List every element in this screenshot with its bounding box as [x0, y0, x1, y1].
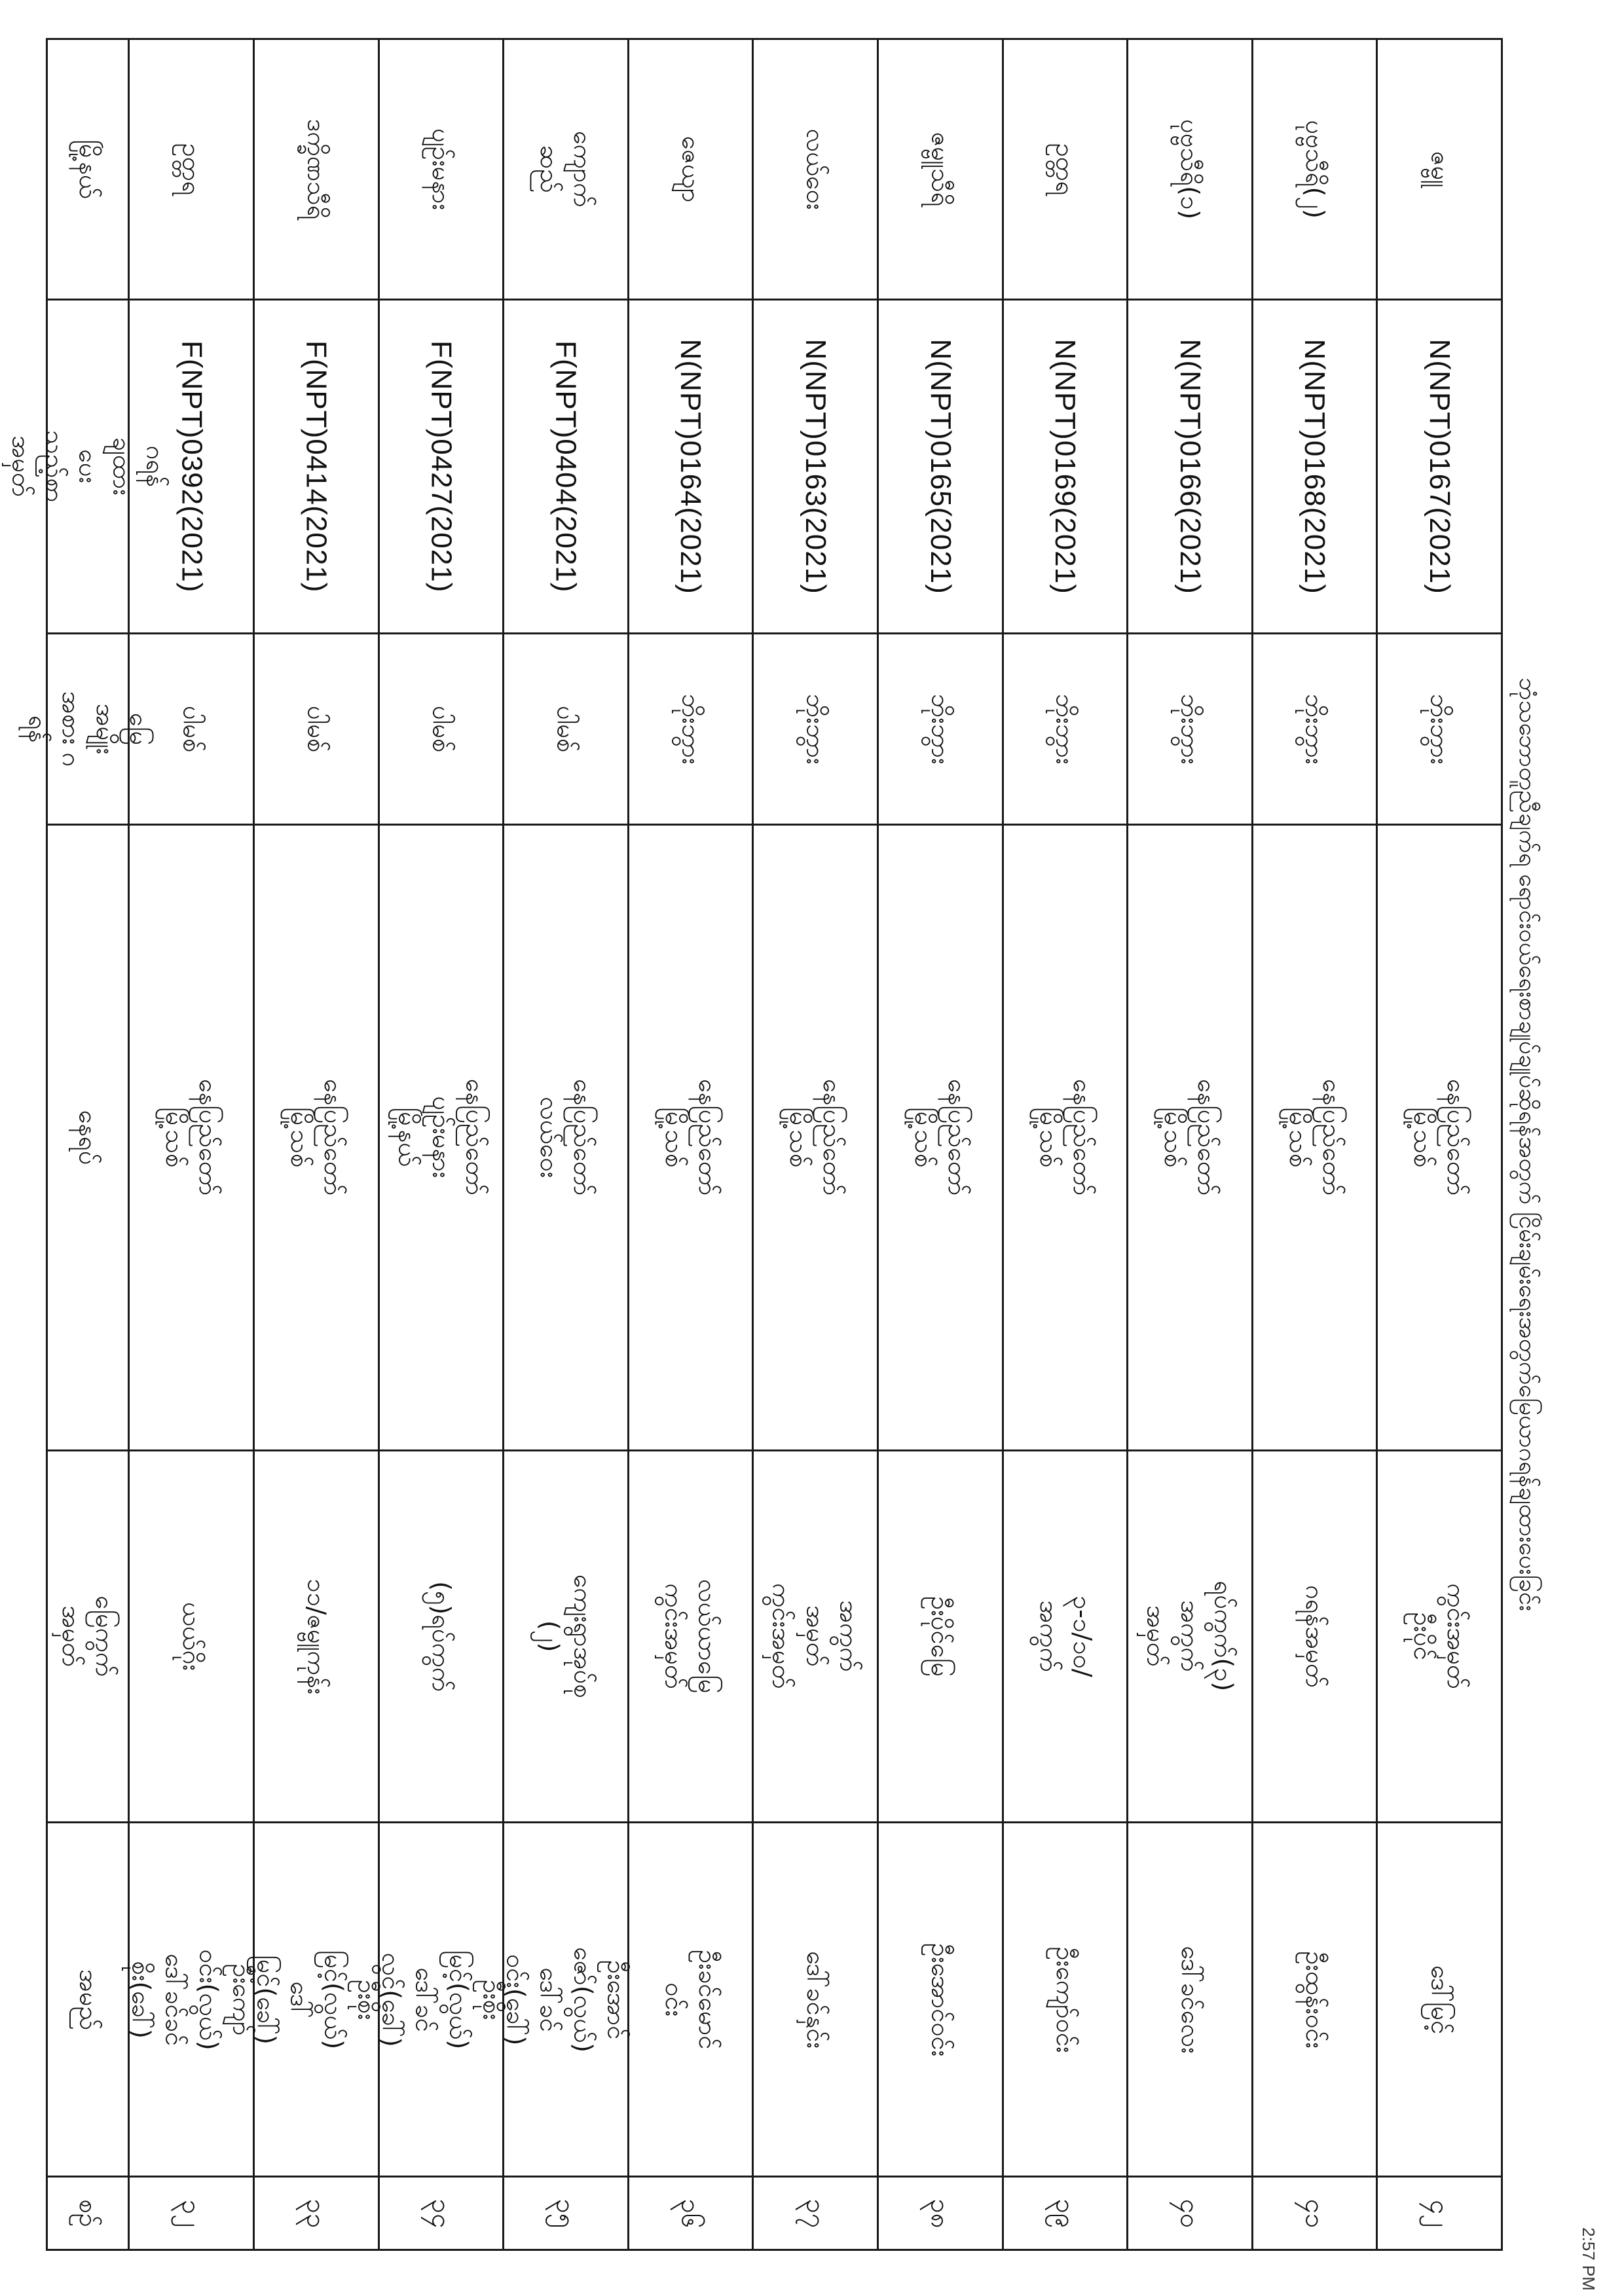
type-cell: ဘိုးဘွား [628, 633, 753, 824]
page-title-text: ဘုံသဘောတူညီချက်ရ ရောင်းဝယ်ရေးစာချုပ်ချုပ်ဆိုရန်အတွက် ငြိမ်းချမ်းရေးအတွက်မြေယာဂရန်ချထားပေးခြင်း [1514, 678, 1541, 1611]
header-address: နေရပ် [47, 824, 129, 1450]
type-cell: ပါမစ် [504, 633, 629, 824]
address-cell: နေပြည်တော်လယ်ဝေး [504, 824, 629, 1450]
plot-cell: ၃-၁/၁၀/အကွက် [1003, 1450, 1128, 1822]
name-cell: ဦးကျော်ဝင်း(လွယ်) ဒေါ်ခင်ခင်စိုး(ခေါ်) [129, 1822, 254, 2177]
address-cell: နေပြည်တော်မြို့သစ် [1128, 824, 1253, 1450]
name-cell: ဦးအောင်ဇော်(လွယ်) ဒေါ်ခင်ဝင်း(ခေါ်) [504, 1822, 629, 2177]
township-cell: ပျဉ်းမနား [378, 39, 504, 300]
township-cell: ဇေယျာ [628, 39, 753, 300]
name-cell: ဦးခင်မောင်ဝင်း [628, 1822, 753, 2177]
no-cell: ၃၄ [378, 2177, 504, 2250]
plot-cell: လယ်ယာမြေ ကွင်းအမှတ် [628, 1450, 753, 1822]
grant-no-cell: N(NPT)0169(2021) [1003, 300, 1128, 634]
type-cell: ဘိုးဘွား [1128, 633, 1253, 824]
address-row [47, 824, 1502, 1450]
address-cell: နေပြည်တော်မြို့သစ် [753, 824, 878, 1450]
type-cell: ဘိုးဘွား [1377, 633, 1502, 824]
plot-cell: အကွက်အမှတ် ကွင်းအမှတ် [753, 1450, 878, 1822]
township-cell: ပုဗ္ဗသီရိ(၂) [1252, 39, 1377, 300]
grant-no-cell: F(NPT)0404(2021) [504, 300, 629, 634]
plot-cell: ဦးပိုင်မြေ [877, 1450, 1003, 1822]
plot-cell: (၅)ရပ်ကွက် [378, 1450, 504, 1822]
no-cell: ၄၂ [1377, 2177, 1502, 2250]
grant-table [7, 38, 1503, 2251]
address-cell: နေပြည်တော်မြို့သစ် [129, 824, 254, 1450]
address-cell: နေပြည်တော် ပျဉ်းမနားမြို့နယ် [378, 824, 504, 1450]
name-cell: ဦးထွန်းဝင်း [1252, 1822, 1377, 2177]
grant-no-cell: N(NPT)0165(2021) [877, 300, 1003, 634]
grant-no-cell: F(NPT)0427(2021) [378, 300, 504, 634]
township-cell: ဇမ္ဗူသီရိ [877, 39, 1003, 300]
township-cell: ဥတ္တရ [129, 39, 254, 300]
no-cell: ၃၂ [129, 2177, 254, 2250]
type-cell: ပါမစ် [129, 633, 254, 824]
township-cell: ပုဗ္ဗသီရိ(၁) [1128, 39, 1253, 300]
plot-cell: ၁၁/ဇမ္ဗူကုန်း [253, 1450, 378, 1822]
plot-cell: ဂရန်အမှတ် [1252, 1450, 1377, 1822]
name-cell: ဦးစိုးမြင့်(လွယ်) ဒေါ်ခင်လွင်(ခေါ်) [378, 1822, 504, 2177]
grant-no-cell: N(NPT)0164(2021) [628, 300, 753, 634]
township-cell: ဒက္ခိဏသီရိ [253, 39, 378, 300]
plot-cell: ယယ်ဂိုး [129, 1450, 254, 1822]
grant-no-cell: N(NPT)0163(2021) [753, 300, 878, 634]
address-cell: နေပြည်တော်မြို့သစ် [1003, 824, 1128, 1450]
grant-no-row [47, 300, 1502, 634]
address-cell: နေပြည်တော်မြို့သစ် [877, 824, 1003, 1450]
name-row [47, 1822, 1502, 2177]
header-plot: မြေကွက်အမှတ် [47, 1450, 129, 1822]
header-name: အမည် [47, 1822, 129, 2177]
header-grant-no: ဂရန်ချထားပေးသည့်စာအမှတ် [47, 300, 129, 634]
page-title [1506, 38, 1545, 2251]
print-timestamp-text: 2:57 PM [1578, 2227, 1598, 2291]
grant-no-cell: F(NPT)0392(2021) [129, 300, 254, 634]
name-cell: ဒေါ်ခင်နှင်း [753, 1822, 878, 2177]
no-cell: ၃၅ [504, 2177, 629, 2250]
plot-cell: ကျေးရွာအုပ်စု (၂) [504, 1450, 629, 1822]
grant-no-cell: F(NPT)0414(2021) [253, 300, 378, 634]
print-timestamp [1568, 2226, 1608, 2291]
no-cell: ၃၉ [1003, 2177, 1128, 2250]
grant-no-cell: N(NPT)0166(2021) [1128, 300, 1253, 634]
name-cell: ဦးကျော်ဝင်း [1003, 1822, 1128, 2177]
township-row [47, 39, 1502, 300]
plot-cell: ရပ်ကွက်(၃) အကွက်အမှတ် [1128, 1450, 1253, 1822]
plot-cell: ကွင်းအမှတ် ဦးပိုင် [1377, 1450, 1502, 1822]
no-cell: ၄၀ [1128, 2177, 1253, 2250]
type-cell: ဘိုးဘွား [1252, 633, 1377, 824]
no-row [47, 2177, 1502, 2250]
township-cell: လယ်ဝေး [753, 39, 878, 300]
header-township: မြို့နယ် [47, 39, 129, 300]
type-cell: ပါမစ် [253, 633, 378, 824]
grant-no-cell: N(NPT)0167(2021) [1377, 300, 1502, 634]
type-cell: ဘိုးဘွား [1003, 633, 1128, 824]
address-cell: နေပြည်တော်မြို့သစ် [253, 824, 378, 1450]
type-cell: ဘိုးဘွား [753, 633, 878, 824]
name-cell: ဦးစိုးမြင့်(လွယ်) ဒေါ်မြင့်(ခေါ်) [253, 1822, 378, 2177]
no-cell: ၃၆ [628, 2177, 753, 2250]
township-cell: ဇမ္ဗူ [1377, 39, 1502, 300]
name-cell: ဒေါ်ခင်လေး [1128, 1822, 1253, 2177]
grant-no-cell: N(NPT)0168(2021) [1252, 300, 1377, 634]
plot-row [47, 1450, 1502, 1822]
township-cell: ဥတ္တရ [1003, 39, 1128, 300]
name-cell: ဦးအောင်ဝင်း [877, 1822, 1003, 2177]
header-type: မြေအမျိုးအစား ဂရန် [47, 633, 129, 824]
type-cell: ပါမစ် [378, 633, 504, 824]
address-cell: နေပြည်တော်မြို့သစ် [628, 824, 753, 1450]
address-cell: နေပြည်တော်မြို့သစ် [1252, 824, 1377, 1450]
name-cell: ဒေါ်မြင့် [1377, 1822, 1502, 2177]
address-cell: နေပြည်တော်မြို့သစ် [1377, 824, 1502, 1450]
type-row [47, 633, 1502, 824]
no-cell: ၃၃ [253, 2177, 378, 2250]
no-cell: ၃၇ [753, 2177, 878, 2250]
no-cell: ၄၁ [1252, 2177, 1377, 2250]
township-cell: ကျောက်ဆည် [504, 39, 629, 300]
header-no: စဉ် [47, 2177, 129, 2250]
type-cell: ဘိုးဘွား [877, 633, 1003, 824]
no-cell: ၃၈ [877, 2177, 1003, 2250]
